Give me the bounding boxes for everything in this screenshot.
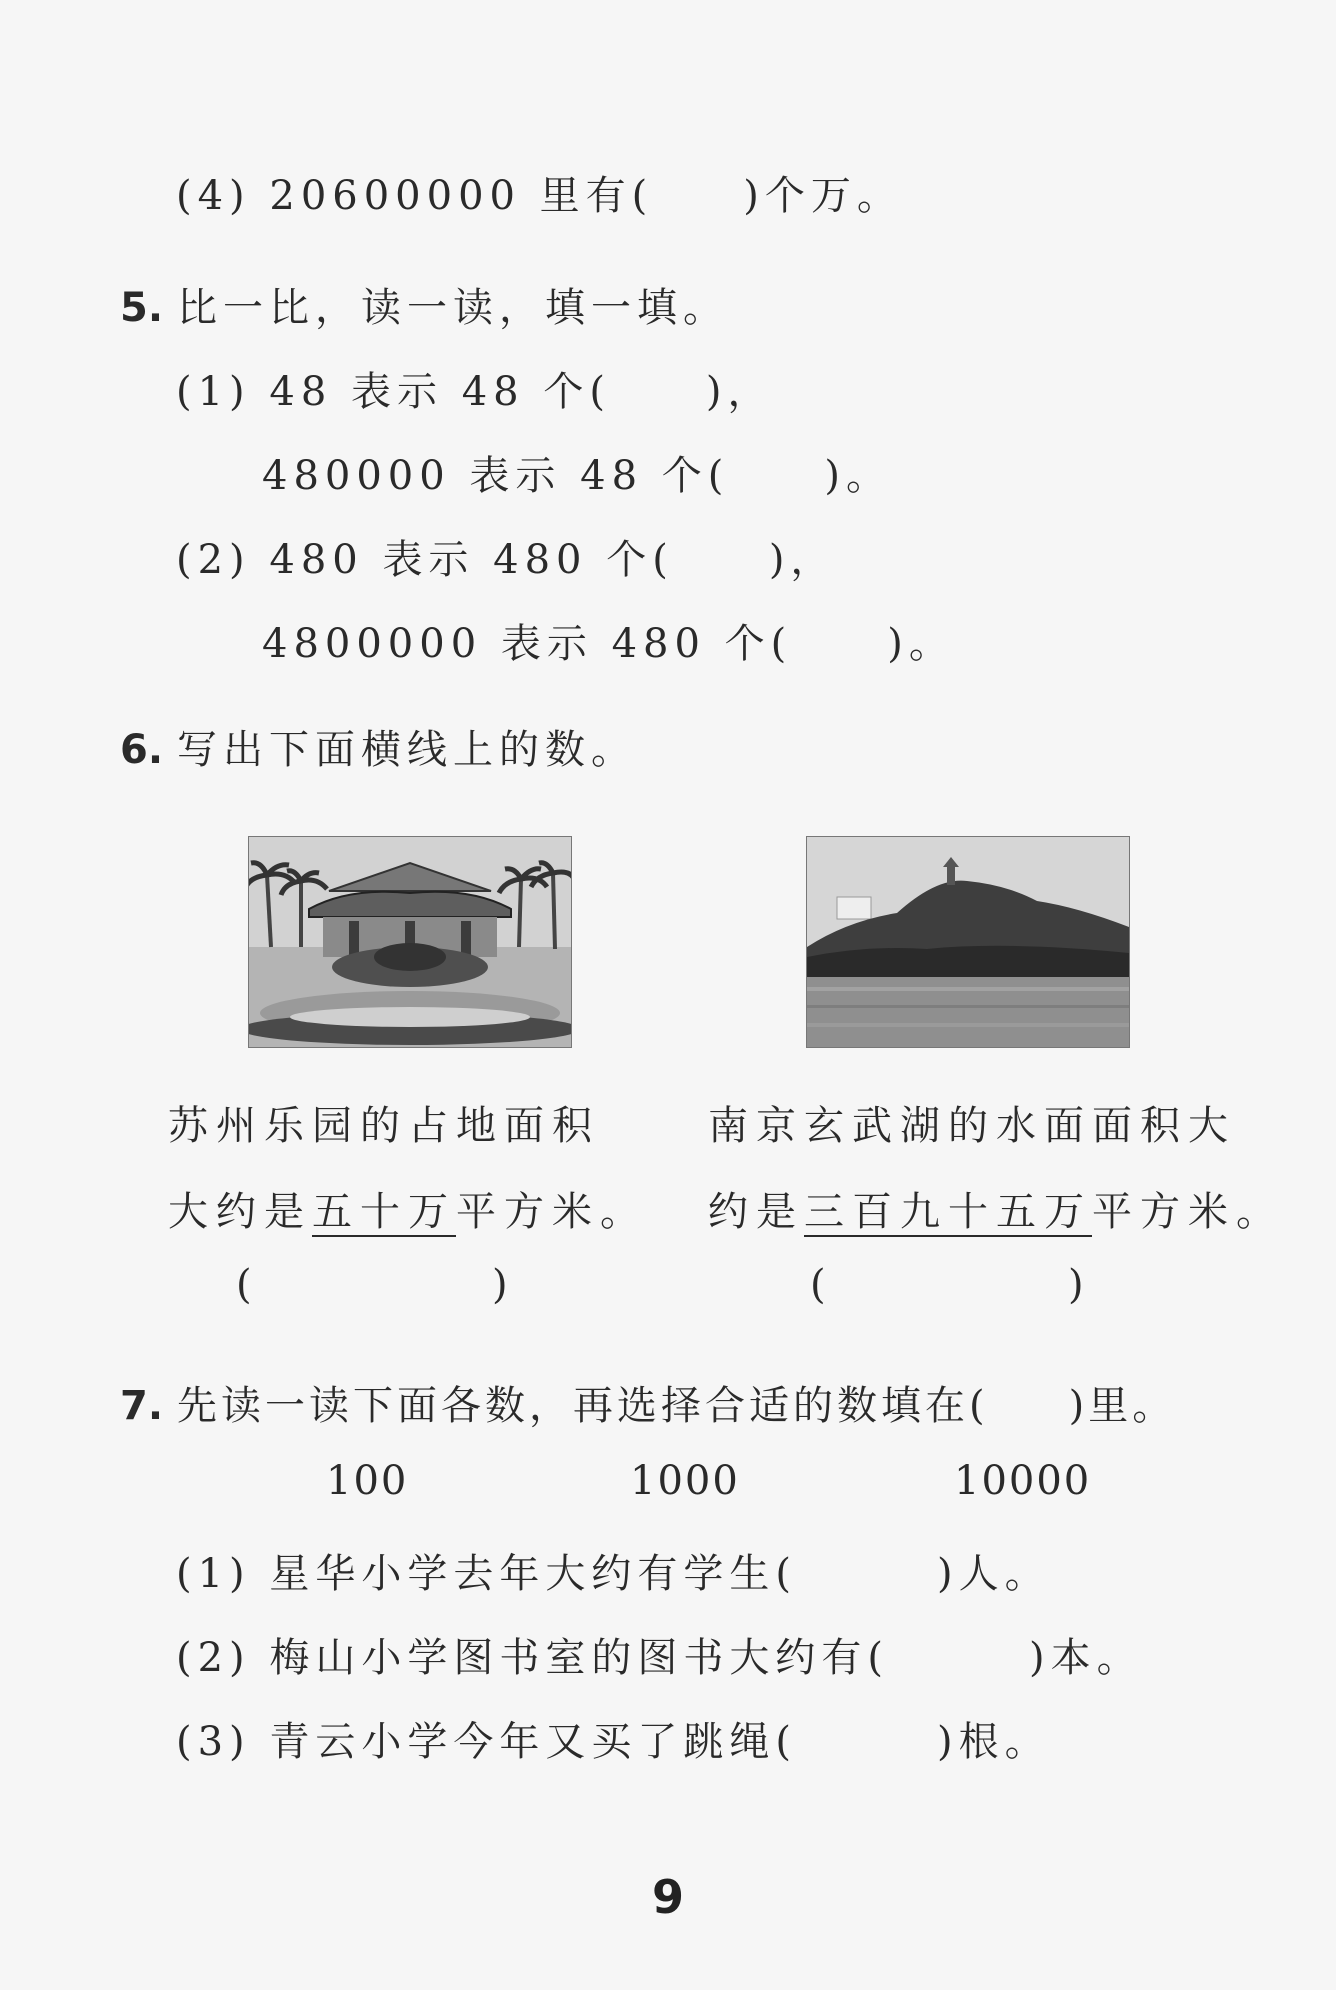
suzhou-caption-line-1: 苏州乐园的占地面积 — [168, 1103, 600, 1149]
q7-line-3: (3) 青云小学今年又买了跳绳( )根。 — [176, 1719, 1051, 1765]
q4-part4-line: (4) 20600000 里有( )个万。 — [176, 173, 903, 219]
suzhou-answer-paren-open: ( — [236, 1262, 260, 1308]
q5-heading: 5. 比一比，读一读，填一填。 — [120, 285, 730, 331]
q5-line-4: 4800000 表示 480 个( )。 — [262, 621, 955, 667]
q5-line-3: (2) 480 表示 480 个( )， — [176, 537, 837, 583]
suzhou-park-photo — [248, 836, 572, 1048]
suzhou-underlined-number: 五十万 — [312, 1189, 456, 1235]
q5-line-2: 480000 表示 48 个( )。 — [262, 453, 892, 499]
q6-heading: 6. 写出下面横线上的数。 — [120, 727, 638, 773]
xuanwu-answer-paren-close: ) — [1068, 1262, 1092, 1308]
xuanwu-lake-photo — [806, 836, 1130, 1048]
q5-line-1: (1) 48 表示 48 个( )， — [176, 369, 774, 415]
xuanwu-underlined-number: 三百九十五万 — [804, 1189, 1092, 1235]
page-number: 9 — [651, 1870, 684, 1924]
suzhou-answer-paren-close: ) — [492, 1262, 516, 1308]
xuanwu-caption-line-1: 南京玄武湖的水面面积大 — [708, 1103, 1236, 1149]
option-100: 100 — [326, 1458, 409, 1504]
q7-line-2: (2) 梅山小学图书室的图书大约有( )本。 — [176, 1635, 1143, 1681]
q7-heading: 7. 先读一读下面各数，再选择合适的数填在( )里。 — [120, 1383, 1177, 1429]
option-10000: 10000 — [954, 1458, 1092, 1504]
option-1000: 1000 — [630, 1458, 740, 1504]
xuanwu-caption-line-2: 约是三百九十五万平方米。 — [708, 1189, 1284, 1235]
q7-line-1: (1) 星华小学去年大约有学生( )人。 — [176, 1551, 1051, 1597]
suzhou-caption-line-2: 大约是五十万平方米。 — [168, 1189, 648, 1235]
xuanwu-answer-paren-open: ( — [810, 1262, 834, 1308]
